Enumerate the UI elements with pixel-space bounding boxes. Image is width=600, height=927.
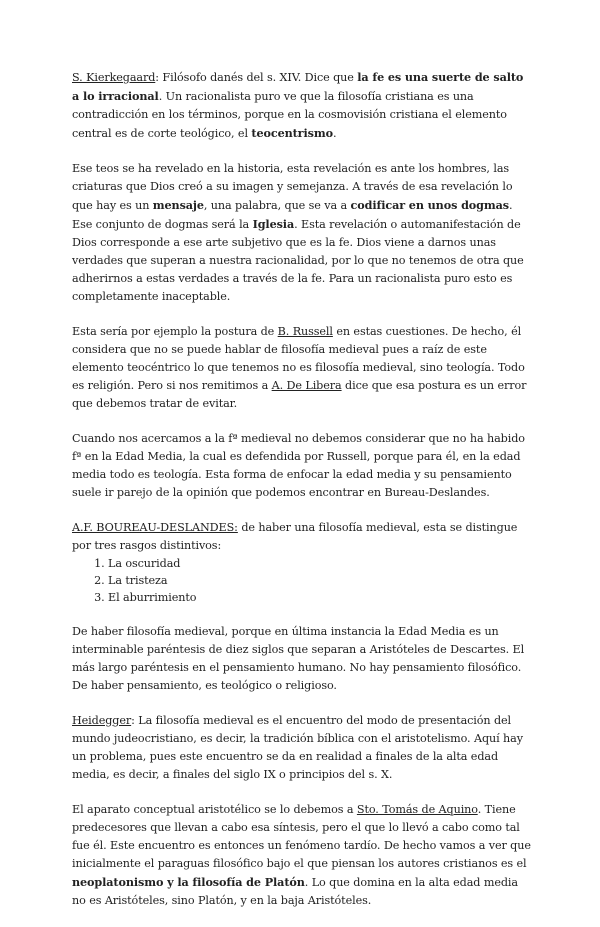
paragraph-russell: Esta sería por ejemplo la postura de B. Russell en estas cuestiones. De hecho, él considera que no se puede hablar de filosofía medieval pues a raíz de este elemento teocéntrico lo que tenemos no es filosofía medieval, sino teología. Todo es religión. Pero si nos remitimos a A. De Libera dice que esa postura es un error que debemos tratar de evitar. xyxy=(72,325,527,410)
author-de-libera: A. De Libera xyxy=(271,379,342,392)
paragraph-aquinas: El aparato conceptual aristotélico se lo debemos a Sto. Tomás de Aquino. Tiene predecesores que llevan a cabo esa síntesis, pero el que lo llevó a cabo como tal fue él. Este encuentro es entonces un fenómeno tardío. De hecho vamos a ver que inicialmente el paraguas filosófico bajo el que piensan los autores cristianos es el neoplatonismo y la filosofía de Platón. Lo que domina en la alta edad media no es Aristóteles, sino Platón, y en la baja Aristóteles. xyxy=(72,803,531,907)
list-item: 1. La oscuridad xyxy=(108,555,534,572)
paragraph-revelation: Ese teos se ha revelado en la historia, esta revelación es ante los hombres, las criaturas que Dios creó a su imagen y semejanza. A través de esa revelación lo que hay es un mensaje, una palabra, que se va a codificar en unos dogmas. Ese conjunto de dogmas será la Iglesia. Esta revelación o automanifestación de Dios corresponde a ese arte subjetivo que es la fe. Dios viene a darnos unas verdades que superan a nuestra racionalidad, por lo que no tenemos de otra que adherirnos a estas verdades a través de la fe. Para un racionalista puro esto es completamente inaceptable. xyxy=(72,162,524,303)
author-russell: B. Russell xyxy=(277,325,333,338)
list-item: 2. La tristeza xyxy=(108,572,534,589)
paragraph-medieval-approach: Cuando nos acercamos a la fª medieval no debemos considerar que no ha habido fª en la Edad Media, la cual es defendida por Russell, porque para él, en la edad media todo es teología. Esta forma de enfocar la edad media y su pensamiento suele ir parejo de la opinión que podemos encontrar en Bureau-Deslandes. xyxy=(72,432,525,499)
document-page xyxy=(72,68,534,927)
author-heidegger: Heidegger xyxy=(72,714,132,727)
paragraph-heidegger: Heidegger: La filosofía medieval es el encuentro del modo de presentación del mundo judeocristiano, es decir, la tradición bíblica con el aristotelismo. Aquí hay un problema, pues este encuentro se da en realidad a finales de la alta edad media, es decir, a finales del siglo IX o principios del s. X. xyxy=(72,714,523,781)
author-aquinas: Sto. Tomás de Aquino xyxy=(356,803,478,816)
author-deslandes: A.F. BOUREAU-DESLANDES: xyxy=(72,521,238,534)
paragraph-kierkegaard: S. Kierkegaard: Filósofo danés del s. XIV. Dice que la fe es una suerte de salto a lo irracional. Un racionalista puro ve que la filosofía cristiana es una contradicción en los términos, porque en la cosmovisión cristiana el elemento central es de corte teológico, el teocentrismo. xyxy=(72,70,524,140)
traits-list xyxy=(72,555,534,606)
paragraph-parenthesis: De haber filosofía medieval, porque en última instancia la Edad Media es un interminable paréntesis de diez siglos que separan a Aristóteles de Descartes. El más largo paréntesis en el pensamiento humano. No hay pensamiento filosófico. De haber pensamiento, es teológico o religioso. xyxy=(72,625,525,692)
list-item: 3. El aburrimiento xyxy=(108,589,534,606)
paragraph-deslandes: A.F. BOUREAU-DESLANDES: de haber una filosofía medieval, esta se distingue por tres rasgos distintivos: xyxy=(72,521,518,552)
author-kierkegaard: S. Kierkegaard xyxy=(72,71,156,84)
